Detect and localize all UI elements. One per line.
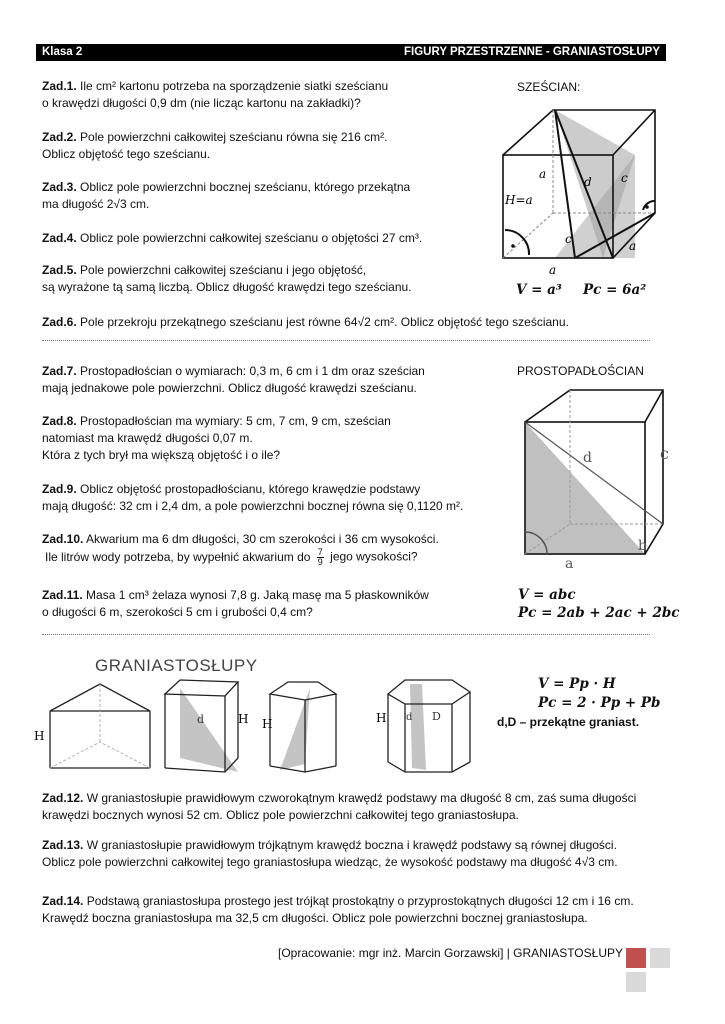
separator-2 bbox=[42, 634, 650, 635]
prism2-label-d: d bbox=[197, 713, 205, 726]
cuboid-label-d: d bbox=[583, 450, 592, 466]
task-8: Zad.8. Prostopadłościan ma wymiary: 5 cm, 7 cm, 9 cm, sześcian natomiast ma krawędź długości 0,07 m. Która z tych brył ma większą objętość i o ile? bbox=[42, 414, 391, 462]
footer-credit: [Opracowanie: mgr inż. Marcin Gorzawski] | GRANIASTOSŁUPY bbox=[278, 946, 623, 960]
task-1: Zad.1. Ile cm² kartonu potrzeba na sporządzenie siatki sześcianu o krawędzi długości 0,9 dm (nie licząc kartonu na zakładki)? bbox=[42, 79, 389, 110]
task-10: Zad.10. Akwarium ma 6 dm długości, 30 cm szerokości i 36 cm wysokości. Ile litrów wody potrzeba, by wypełnić akwarium do $\frac{7}{9}$ jego wysokości? bbox=[42, 532, 439, 567]
cube-formula-volume: V = a³ bbox=[516, 282, 562, 298]
task-14: Zad.14. Podstawą graniastosłupa prostego jest trójkąt prostokątny o przyprostokątnych długości 12 cm i 16 cm. Krawędź boczna graniastosłupa ma 32,5 cm długości. Oblicz pole powierzchni bocznej graniastosłupa. bbox=[42, 894, 634, 925]
cube-label-d: d bbox=[584, 175, 592, 189]
cuboid-cross-section bbox=[525, 422, 645, 554]
prism4-label-D: D bbox=[432, 710, 441, 723]
prism2-label-h: H bbox=[238, 712, 249, 726]
prisms-diagram bbox=[34, 676, 510, 786]
prism1-label-h: H bbox=[34, 729, 45, 743]
cube-diagram bbox=[495, 100, 670, 280]
cuboid-title: PROSTOPADŁOŚCIAN bbox=[517, 364, 644, 378]
cuboid-label-a: a bbox=[565, 556, 574, 572]
task-3: Zad.3. Oblicz pole powierzchni bocznej sześcianu, którego przekątna ma długość 2√3 cm. bbox=[42, 180, 411, 211]
prisms-formula-volume: V = Pp · H bbox=[538, 676, 616, 692]
task-5: Zad.5. Pole powierzchni całkowitej sześcianu i jego objętość, są wyrażone tą samą liczbą. Oblicz długość krawędzi tego sześcianu. bbox=[42, 263, 412, 294]
separator-1 bbox=[42, 340, 650, 341]
task-12: Zad.12. W graniastosłupie prawidłowym czworokątnym krawędź podstawy ma długość 8 cm, zaś suma długości krawędzi bocznych wynosi 52 cm. Oblicz pole powierzchni całkowitej tego graniastosłupa. bbox=[42, 791, 637, 822]
task-4: Zad.4. Oblicz pole powierzchni całkowitej sześcianu o objętości 27 cm³. bbox=[42, 231, 423, 245]
footer-accent-square bbox=[626, 948, 646, 968]
cube-label-a-bottom: a bbox=[549, 263, 557, 277]
cuboid-label-b: b bbox=[638, 538, 647, 554]
task-6: Zad.6. Pole przekroju przekątnego sześcianu jest równe 64√2 cm². Oblicz objętość tego sześcianu. bbox=[42, 315, 569, 329]
header-class: Klasa 2 bbox=[42, 46, 83, 58]
page-header bbox=[36, 44, 666, 61]
header-topic: FIGURY PRZESTRZENNE - GRANIASTOSŁUPY bbox=[403, 46, 660, 58]
task-7: Zad.7. Prostopadłościan o wymiarach: 0,3 m, 6 cm i 1 dm oraz sześcian mają jednakowe pole powierzchni. Oblicz długość krawędzi sześcianu. bbox=[42, 364, 425, 395]
prism4-label-d: d bbox=[406, 712, 413, 723]
cube-label-a-right: a bbox=[629, 239, 637, 253]
cuboid-diagram bbox=[515, 382, 690, 572]
prisms-note: d,D – przekątne graniast. bbox=[497, 715, 640, 729]
fraction-7-9: $\frac{7}{9}$ bbox=[317, 547, 323, 567]
prism3-label-h: H bbox=[262, 717, 273, 731]
task-2: Zad.2. Pole powierzchni całkowitej sześcianu równa się 216 cm². Oblicz objętość tego sześcianu. bbox=[42, 130, 388, 161]
task-9: Zad.9. Oblicz objętość prostopadłościanu, którego krawędzie podstawy mają długość: 32 cm i 2,4 dm, a pole powierzchni bocznej równa się 0,1120 m². bbox=[42, 482, 464, 513]
task-13: Zad.13. W graniastosłupie prawidłowym trójkątnym krawędź boczna i krawędź podstawy są równej długości. Oblicz pole powierzchni całkowitej tego graniastosłupa wiedząc, że wysokość podstawy ma długość 4√3 cm. bbox=[42, 838, 618, 869]
prisms-title: GRANIASTOSŁUPY bbox=[95, 656, 258, 675]
cube-title: SZEŚCIAN: bbox=[517, 80, 581, 94]
cuboid-label-c: c bbox=[660, 444, 669, 463]
footer-gray-square-2 bbox=[626, 972, 646, 992]
cube-label-c-base: c bbox=[565, 232, 572, 246]
prisms-formula-area: Pc = 2 · Pp + Pb bbox=[538, 695, 661, 711]
cube-label-a-top: a bbox=[539, 167, 547, 181]
cube-label-c-side: c bbox=[621, 171, 628, 185]
cube-label-h: H=a bbox=[505, 193, 533, 207]
prism4-label-h: H bbox=[376, 711, 387, 725]
cuboid-formula-area: Pc = 2ab + 2ac + 2bc bbox=[518, 605, 680, 621]
footer-gray-square-1 bbox=[650, 948, 670, 968]
cuboid-formula-volume: V = abc bbox=[518, 587, 576, 603]
task-11: Zad.11. Masa 1 cm³ żelaza wynosi 7,8 g. Jaką masę ma 5 płaskowników o długości 6 m, szerokości 5 cm i grubości 0,4 cm? bbox=[42, 588, 429, 619]
cube-formula-area: Pc = 6a² bbox=[583, 282, 647, 298]
